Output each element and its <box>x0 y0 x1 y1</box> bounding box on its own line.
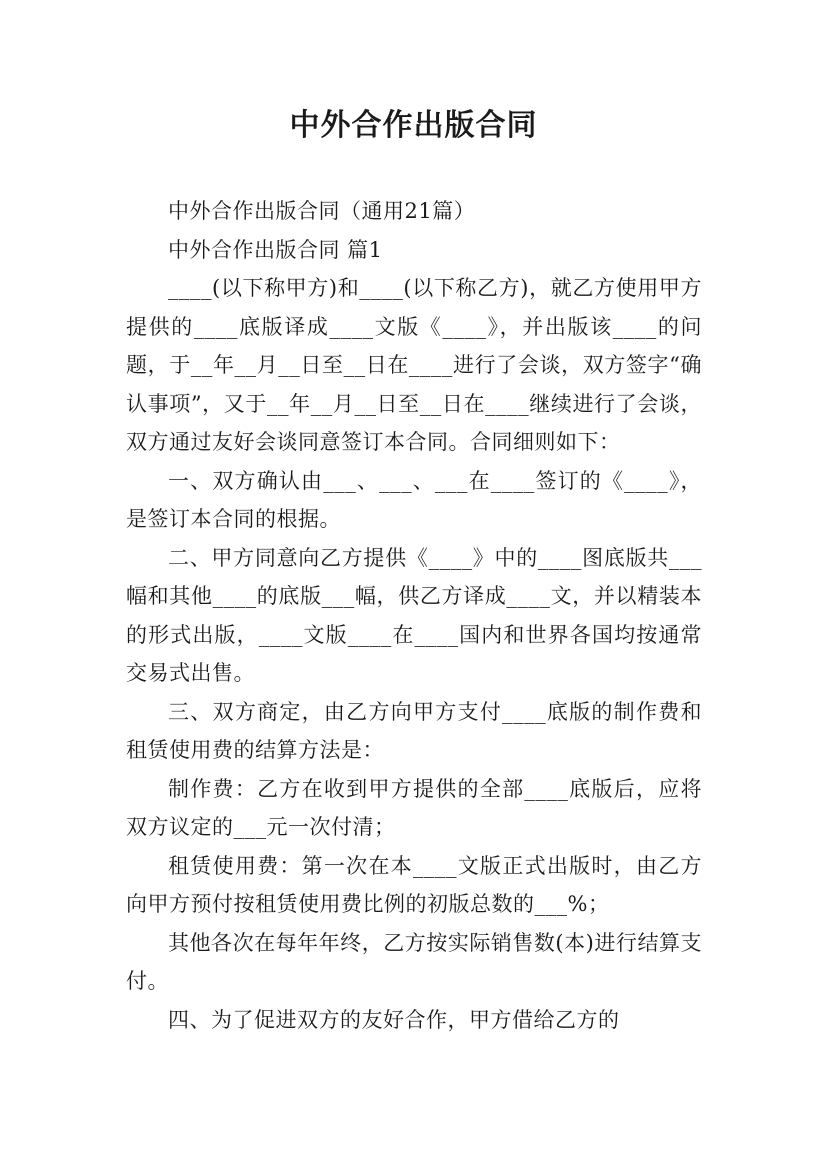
paragraph-clause-2: 二、甲方同意向乙方提供《____》中的____图底版共___幅和其他____的底版___幅，供乙方译成____文，并以精装本的形式出版，____文版____在____国内和世界各国均按通常交易式出售。 <box>126 545 702 685</box>
document-body <box>126 192 702 1039</box>
paragraph-production-fee: 制作费：乙方在收到甲方提供的全部____底版后，应将双方议定的___元一次付清； <box>126 776 702 839</box>
document-title: 中外合作出版合同 <box>289 108 538 143</box>
paragraph-intro: ____(以下称甲方)和____(以下称乙方)，就乙方使用甲方提供的____底版译成____文版《____》，并出版该____的问题，于__年__月__日至__日在____进行了会谈，双方签字“确认事项”，又于__年__月__日至__日在____继续进行了会谈，双方通过友好会谈同意签订本合同。合同细则如下： <box>126 276 702 454</box>
paragraph-rental-fee: 租赁使用费：第一次在本____文版正式出版时，由乙方向甲方预付按租赁使用费比例的初版总数的___%； <box>126 853 702 916</box>
paragraph-clause-1: 一、双方确认由___、___、___在____签订的《____》，是签订本合同的根据。 <box>126 468 702 531</box>
paragraph-subtitle: 中外合作出版合同（通用21篇） <box>168 199 476 223</box>
paragraph-clause-3: 三、双方商定，由乙方向甲方支付____底版的制作费和租赁使用费的结算方法是： <box>126 699 702 762</box>
paragraph-clause-4: 四、为了促进双方的友好合作，甲方借给乙方的 <box>168 1007 620 1032</box>
paragraph-section-heading: 中外合作出版合同 篇1 <box>168 237 383 262</box>
paragraph-annual-settlement: 其他各次在每年年终，乙方按实际销售数(本)进行结算支付。 <box>126 930 702 993</box>
